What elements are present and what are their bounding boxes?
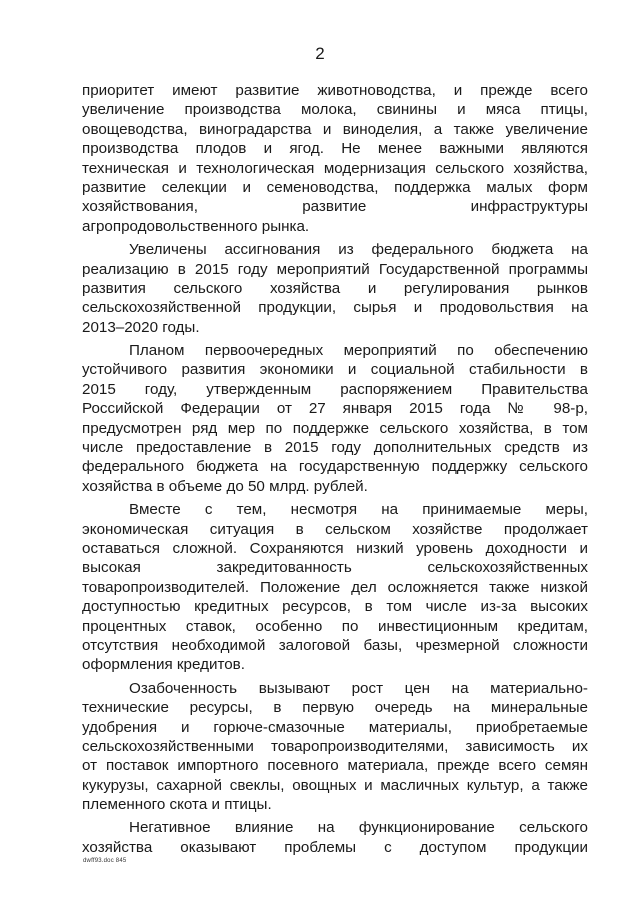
text-line: оставаться сложной. Сохраняются низкий уровень доходности и — [82, 539, 588, 557]
text-line: племенного скота и птицы. — [82, 796, 272, 814]
text-line: овощеводства, виноградарства и виноделия, а также увеличение — [82, 120, 588, 138]
text-line: Негативное влияние на функционирование сельского — [129, 819, 588, 837]
text-line: агропродовольственного рынка. — [82, 217, 310, 235]
text-line: устойчивого развития экономики и социальной стабильности в — [82, 361, 588, 379]
text-line: от поставок импортного посевного материала, прежде всего семян — [82, 757, 588, 775]
text-line: Российской Федерации от 27 января 2015 года № 98-р, — [82, 400, 588, 418]
paragraph — [82, 81, 588, 236]
text-line: хозяйства оказывают проблемы с доступом продукции — [82, 838, 588, 856]
text-line: Увеличены ассигнования из федерального бюджета на — [129, 241, 588, 259]
paragraph — [82, 818, 588, 857]
text-line: экономическая ситуация в сельском хозяйстве продолжает — [82, 520, 588, 538]
text-line: отсутствия необходимой залоговой базы, чрезмерной сложности — [82, 636, 588, 654]
text-line: сельскохозяйственными товаропроизводителями, зависимость их — [82, 737, 588, 755]
text-line: высокая закредитованность сельскохозяйственных — [82, 559, 588, 577]
text-line: 2013–2020 годы. — [82, 318, 200, 336]
text-line: Озабоченность вызывают рост цен на материально- — [129, 679, 588, 697]
text-line: развития сельского хозяйства и регулирования рынков — [82, 279, 588, 297]
text-line: технические ресурсы, в первую очередь на минеральные — [82, 699, 588, 717]
text-line: 2015 году, утвержденным распоряжением Правительства — [82, 380, 588, 398]
text-line: Планом первоочередных мероприятий по обеспечению — [129, 342, 588, 360]
text-line: доступностью кредитных ресурсов, в том числе из-за высоких — [82, 598, 588, 616]
page-number: 2 — [315, 44, 325, 63]
text-line: развитие селекции и семеноводства, поддержка малых форм — [82, 178, 588, 196]
text-line: процентных ставок, особенно по инвестиционным кредитам, — [82, 617, 588, 635]
text-line: техническая и технологическая модернизация сельского хозяйства, — [82, 159, 588, 177]
paragraph — [82, 679, 588, 815]
paragraph — [82, 240, 588, 337]
text-line: предусмотрен ряд мер по поддержке сельского хозяйства, в том — [82, 419, 588, 437]
text-line: хозяйства в объеме до 50 млрд. рублей. — [82, 477, 368, 495]
text-line: товаропроизводителей. Положение дел осложняется также низкой — [82, 578, 588, 596]
text-line: оформления кредитов. — [82, 656, 245, 674]
text-line: Вместе с тем, несмотря на принимаемые меры, — [129, 501, 588, 519]
text-line: кукурузы, сахарной свеклы, овощных и масличных культур, а также — [82, 776, 588, 794]
text-line: числе предоставление в 2015 году дополнительных средств из — [82, 439, 588, 457]
text-line: хозяйствования, развитие инфраструктуры — [82, 198, 588, 216]
text-line: производства плодов и ягод. Не менее важными являются — [82, 140, 588, 158]
paragraph — [82, 341, 588, 496]
text-line: удобрения и горюче-смазочные материалы, приобретаемые — [82, 718, 588, 736]
text-line: реализацию в 2015 году мероприятий Государственной программы — [82, 260, 588, 278]
text-line: приоритет имеют развитие животноводства, и прежде всего — [82, 82, 588, 99]
footer-file-code: dwff93.doc 845 — [83, 858, 127, 864]
text-line: федерального бюджета на государственную поддержку сельского — [82, 458, 588, 476]
document-body — [82, 81, 588, 861]
text-line: сельскохозяйственной продукции, сырья и продовольствия на — [82, 299, 588, 317]
paragraph — [82, 500, 588, 675]
text-line: увеличение производства молока, свинины и мяса птицы, — [82, 101, 588, 119]
